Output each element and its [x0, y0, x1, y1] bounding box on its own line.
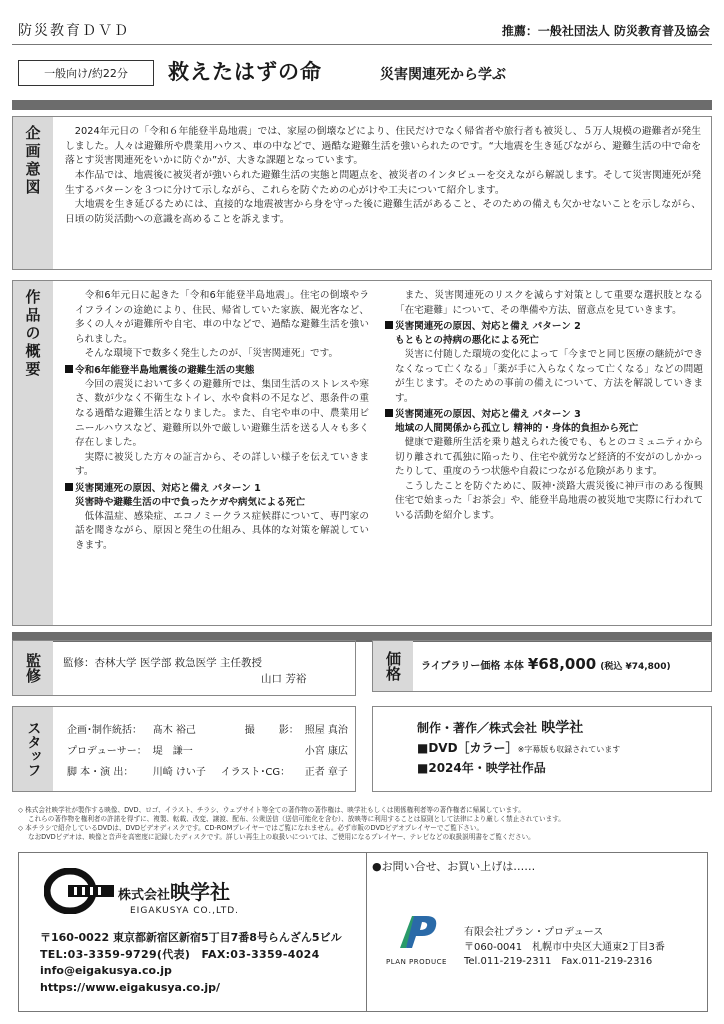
- concept-paragraph: 2024年元日の「令和６年能登半島地震」では、家屋の倒壊などにより、住民だけでなく帰省者や旅行者も被災し、５万人規模の避難者が発生しました。人々は避難所や農業用ハウス、車の中などで、過酷な避難生活を強いられたのです。“大地震を生き延びながら、避難生活の中で命を落とす災害関連死をいかに防ぐか”が、大きな課題となっています。: [65, 126, 701, 167]
- overview-heading: 災害関連死の原因、対応と備え パターン 2: [385, 320, 703, 334]
- overview-text: 健康で避難所生活を乗り越えられた後でも、もとのコミュニティから切り離されて孤独に陥ったり、住宅や就労など経済的不安がのしかかったりして、重度のうつ状態や自殺につながる危険があります。: [395, 437, 703, 478]
- header-rule: [12, 44, 712, 45]
- supervisor-name: 山口 芳裕: [261, 673, 307, 685]
- concept-paragraph: 本作品では、地震後に被災者が強いられた避難生活の実態と問題点を、被災者のインタビューを交えながら解説します。そして災害関連死が発生するパターンを３つに分けて示しながら、これらを防ぐための心がけや工夫について紹介します。: [65, 170, 701, 196]
- staff-box: [12, 706, 356, 792]
- plan-produce-logo: [386, 912, 447, 966]
- footer-divider: [366, 852, 367, 1012]
- overview-text: こうしたことを防ぐために、阪神･淡路大震災後に神戸市のある復興住宅で始まった「お茶会」や、能登半島地震の被災地で実際に行われている活動を紹介します。: [395, 480, 703, 521]
- plan-produce-logo-text: PLAN PRODUCE: [386, 958, 447, 966]
- supervision-label: 監修: [13, 641, 53, 695]
- overview-text: 今回の震災において多くの避難所では、集団生活のストレスや寒さ、数が少なく不衛生なトイレ、水や食料の不足など、悪条件の重なる過酷な避難生活となりました。また、自宅や車の中、農業用ビニールハウスなど、避難所以外で厳しい避難生活を送る人々も多く存在しました。: [75, 378, 369, 449]
- price-line: [421, 655, 671, 673]
- overview-text: 災害に付随した環境の変化によって「今までと同じ医療の継続ができなくなって亡くなる」「薬が手に入らなくなって亡くなる」などの問題が生じます。そのための事前の備えについて、方法を解説していきます。: [395, 348, 703, 404]
- plan-produce-address: 〒060-0041 札幌市中央区大通東2丁目3番: [464, 941, 665, 953]
- overview-text: また、災害関連死のリスクを減らす対策として重要な選択肢となる「在宅避難」について、その準備や方法、留意点を見ていきます。: [395, 290, 703, 316]
- supervisor-title: 監修：杏林大学 医学部 救急医学 主任教授: [63, 657, 263, 669]
- concept-section: [12, 116, 712, 270]
- overview-text: 実際に被災した方々の証言から、その詳しい様子を伝えていきます。: [75, 451, 369, 478]
- staff-row: 企画･制作統括： 髙木 裕己 撮 影： 照屋 真治: [67, 725, 348, 736]
- eigakusya-name: 株式会社映学社: [118, 880, 231, 904]
- plan-produce-mark-icon: [392, 912, 442, 952]
- price-name: ライブラリー価格 本体: [421, 661, 524, 672]
- inquiry-note: ●お問い合せ、お買い上げは……: [372, 860, 536, 873]
- overview-heading: 災害関連死の原因、対応と備え パターン 3: [385, 408, 703, 422]
- production-box: [372, 706, 712, 792]
- copyright-notes: ◇ 株式会社映学社が製作する映像、DVD、ロゴ、イラスト、チラシ、ウェブサイト等全ての著作物の著作権は、映学社もしくは関係権利者等の著作権者に帰属しています。 これらの著作物を権利者の許諾を得ずに、複製、転載、改変、譲渡、配布、公衆送信（送信可能化を含む）、放映等に利用することは原則として法律により厳しく禁止されています。 ◇ 本チラシで紹介しているDVDは、DVDビデオディスクです。CD-ROMプレイヤーではご覧になれません。必ず市販のDVDビデオプレイヤーでご覧下さい。 なおDVDビデオは、映像と音声を高密度に記録したディスクです。詳しい再生上の取扱いについては、ご使用になるプレイヤー、テレビなどの取扱説明書をご覧ください。: [18, 806, 565, 841]
- audience-duration-tag: 一般向け/約22分: [18, 60, 154, 86]
- overview-subheading: 災害時や避難生活の中で負ったケガや病気による死亡: [75, 496, 306, 508]
- overview-left-column: [65, 289, 369, 553]
- main-subtitle: 災害関連死から学ぶ: [380, 67, 506, 83]
- supervision-box: [12, 640, 356, 696]
- square-bullet-icon: [385, 409, 393, 417]
- plan-produce-tel: Tel.011-219-2311 Fax.011-219-2316: [464, 956, 653, 967]
- staff-label: スタッフ: [13, 707, 53, 791]
- top-band: [12, 100, 712, 110]
- staff-table: [65, 719, 354, 784]
- price-amount: ¥68,000: [527, 655, 597, 673]
- production-year: ■2024年・映学社作品: [417, 760, 546, 775]
- staff-row: プロデューサー： 堤 謙一 小宮 康広: [67, 746, 348, 757]
- overview-text: そんな環境下で数多く発生したのが、「災害関連死」です。: [84, 348, 339, 360]
- overview-text: 令和6年元日に起きた「令和6年能登半島地震」。住宅の倒壊やライフラインの途絶により、住民、帰省していた家族、観光客など、多くの人々が避難所や自宅、車の中などで、過酷な避難生活を強いられました。: [75, 290, 369, 345]
- eigakusya-logo: [44, 868, 114, 918]
- dvd-format: ■DVD［カラー］※字幕版も収録されています: [417, 741, 621, 756]
- price-tax: (税込 ¥74,800): [600, 662, 671, 672]
- plan-produce-company: 有限会社プラン・プロデュース: [464, 927, 604, 938]
- concept-label: 企画意図: [13, 117, 53, 269]
- eigakusya-address: 〒160-0022 東京都新宿区新宿5丁目7番8号らんざん5ビル: [40, 931, 342, 944]
- plan-produce-info: [464, 926, 665, 970]
- square-bullet-icon: [385, 321, 393, 329]
- eigakusya-contact: [40, 930, 342, 996]
- price-box: [372, 640, 712, 692]
- overview-text: 低体温症、感染症、エコノミークラス症候群について、専門家の話を聞きながら、原因と発生の仕組み、具体的な対策を解説していきます。: [75, 510, 369, 551]
- overview-heading: 令和6年能登半島地震後の避難生活の実態: [65, 364, 369, 378]
- overview-label: 作品の概要: [13, 281, 53, 625]
- overview-heading: 災害関連死の原因、対応と備え パターン 1: [65, 482, 369, 496]
- staff-row: 脚 本・演 出： 川崎 けい子 イラスト･CG： 正者 章子: [67, 767, 348, 778]
- overview-section: [12, 280, 712, 626]
- overview-subheading: もともとの持病の悪化による死亡: [395, 335, 539, 347]
- eigakusya-email[interactable]: info@eigakusya.co.jp: [40, 964, 172, 977]
- concept-paragraph: 大地震を生き延びるためには、直接的な地震被害から身を守った後に避難生活があること、そのための備えも欠かせないことを示しながら、日頃の防災活動への意識を高めることを訴えます。: [65, 199, 701, 226]
- recommendation: 推薦：一般社団法人 防災教育普及協会: [501, 24, 710, 38]
- series-label: 防災教育ＤＶＤ: [18, 23, 130, 39]
- price-label: 価格: [373, 641, 413, 691]
- square-bullet-icon: [65, 365, 73, 373]
- overview-subheading: 地域の人間関係から孤立し 精神的・身体的負担から死亡: [395, 423, 639, 435]
- overview-right-column: [385, 289, 703, 524]
- eigakusya-mark-icon: [44, 868, 114, 914]
- main-title: 救えたはずの命: [168, 60, 322, 84]
- square-bullet-icon: [65, 483, 73, 491]
- eigakusya-web[interactable]: https://www.eigakusya.co.jp/: [40, 980, 221, 994]
- eigakusya-tel: TEL:03-3359-9729(代表) FAX:03-3359-4024: [40, 947, 320, 961]
- production-credit: 制作・著作／株式会社 映学社: [417, 720, 584, 736]
- eigakusya-romaji: EIGAKUSYA CO.,LTD.: [130, 906, 240, 916]
